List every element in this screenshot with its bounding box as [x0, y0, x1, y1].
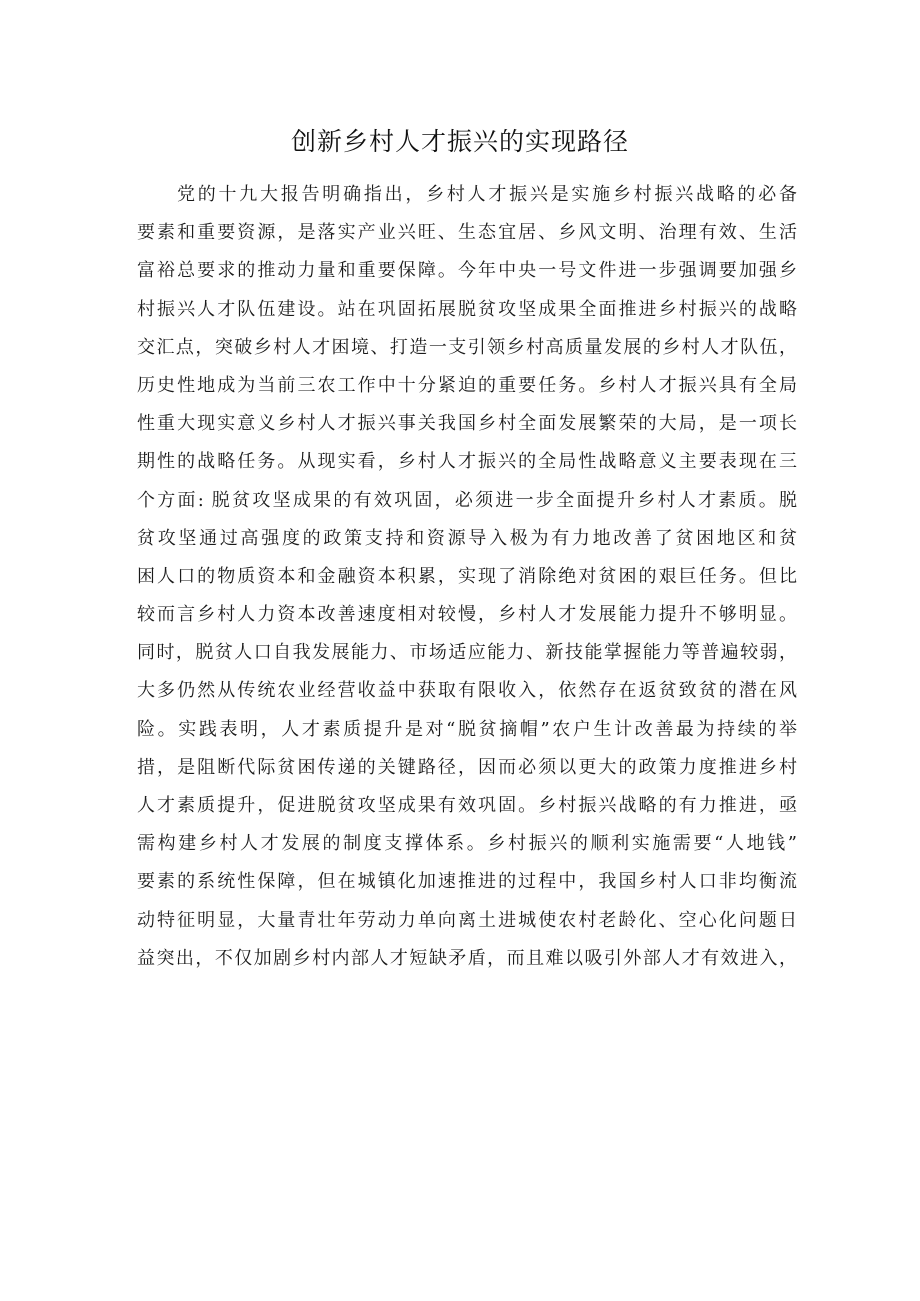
paragraph-line: 交汇点，突破乡村人才困境、打造一支引领乡村高质量发展的乡村人才队伍， [137, 336, 797, 358]
paragraph-line: 需构建乡村人才发展的制度支撑体系。乡村振兴的顺利实施需要“人地钱” [137, 833, 797, 855]
paragraph-line: 个方面: 脱贫攻坚成果的有效巩固，必须进一步全面提升乡村人才素质。脱 [137, 489, 797, 511]
paragraph-line: 险。实践表明，人才素质提升是对“脱贫摘帽”农户生计改善最为持续的举 [137, 718, 797, 740]
paragraph-line: 党的十九大报告明确指出，乡村人才振兴是实施乡村振兴战略的必备 [177, 184, 797, 205]
paragraph-line: 益突出，不仅加剧乡村内部人才短缺矛盾，而且难以吸引外部人才有效进入， [137, 947, 797, 969]
paragraph-line: 困人口的物质资本和金融资本积累，实现了消除绝对贫困的艰巨任务。但比 [137, 565, 797, 587]
paragraph-line: 富裕总要求的推动力量和重要保障。今年中央一号文件进一步强调要加强乡 [137, 260, 797, 282]
paragraph-line: 要素的系统性保障，但在城镇化加速推进的过程中，我国乡村人口非均衡流 [137, 871, 797, 893]
paragraph-line: 历史性地成为当前三农工作中十分紧迫的重要任务。乡村人才振兴具有全局 [137, 374, 797, 396]
paragraph-line: 期性的战略任务。从现实看，乡村人才振兴的全局性战略意义主要表现在三 [137, 451, 797, 473]
paragraph-line: 措，是阻断代际贫困传递的关键路径，因而必须以更大的政策力度推进乡村 [137, 756, 797, 778]
paragraph-line: 村振兴人才队伍建设。站在巩固拓展脱贫攻坚成果全面推进乡村振兴的战略 [137, 298, 797, 320]
document-body [137, 176, 797, 978]
paragraph-line: 较而言乡村人力资本改善速度相对较慢，乡村人才发展能力提升不够明显。 [137, 604, 797, 626]
document-title: 创新乡村人才振兴的实现路径 [290, 127, 629, 156]
paragraph-line: 要素和重要资源，是落实产业兴旺、生态宜居、乡风文明、治理有效、生活 [137, 222, 797, 244]
paragraph-line: 同时，脱贫人口自我发展能力、市场适应能力、新技能掌握能力等普遍较弱， [137, 642, 797, 664]
paragraph-line: 人才素质提升，促进脱贫攻坚成果有效巩固。乡村振兴战略的有力推进，亟 [137, 795, 797, 816]
paragraph-line: 动特征明显，大量青壮年劳动力单向离土进城使农村老龄化、空心化问题日 [137, 909, 797, 931]
paragraph-line: 性重大现实意义乡村人才振兴事关我国乡村全面发展繁荣的大局，是一项长 [137, 413, 797, 435]
paragraph-line: 大多仍然从传统农业经营收益中获取有限收入，依然存在返贫致贫的潜在风 [137, 680, 797, 702]
paragraph-line: 贫攻坚通过高强度的政策支持和资源导入极为有力地改善了贫困地区和贫 [137, 527, 797, 549]
